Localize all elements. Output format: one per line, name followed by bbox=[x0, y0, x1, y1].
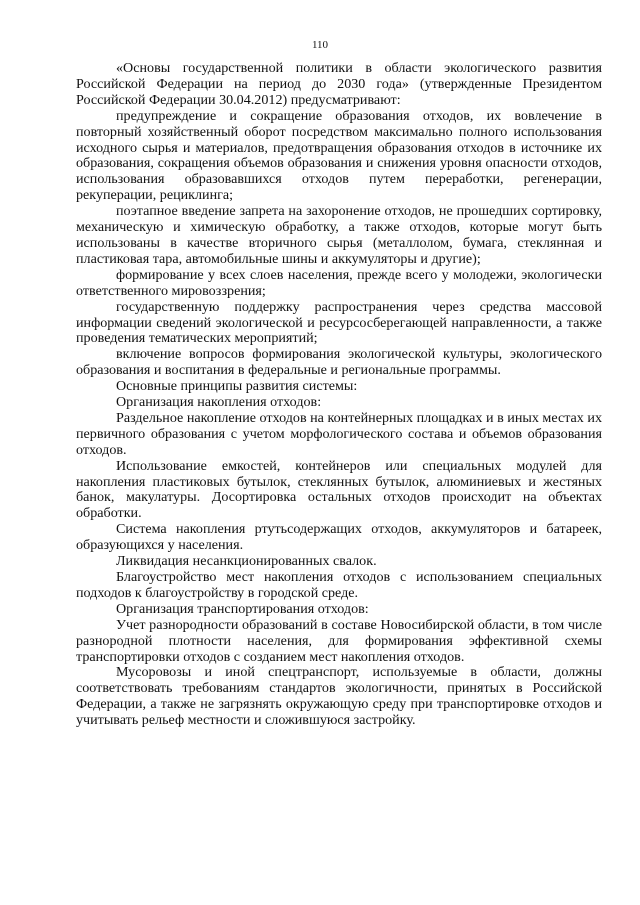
paragraph-waste-prevention: предупреждение и сокращение образования отходов, их вовлечение в повторный хозяйственный оборот посредством максимально полного использования исходного сырья и материалов, предотвращения образования отходов в источнике их образования, сокращения объемов образования и снижения уровня опасности отходов, использования образовавшихся отходов путем переработки, регенерации, рекуперации, рециклинга; bbox=[76, 107, 602, 204]
paragraph-accumulation-heading: Организация накопления отходов: bbox=[116, 394, 322, 411]
paragraph-principles-heading: Основные принципы развития системы: bbox=[116, 378, 358, 395]
paragraph-illegal-dumps: Ликвидация несанкционированных свалок. bbox=[116, 553, 377, 570]
paragraph-youth-awareness: формирование у всех слоев населения, прежде всего у молодежи, экологически ответственного мировоззрения; bbox=[76, 266, 602, 299]
paragraph-intro: «Основы государственной политики в области экологического развития Российской Федерации на период до 2030 года» (утвержденные Президентом Российской Федерации 30.04.2012) предусматривают: bbox=[76, 60, 602, 108]
paragraph-transport-scheme: Учет разнородности образований в составе Новосибирской области, в том числе разнородной плотности населения, для формирования эффективной схемы транспортировки отходов с созданием мест накопления отходов. bbox=[76, 616, 602, 665]
paragraph-mercury-waste: Система накопления ртутьсодержащих отходов, аккумуляторов и батареек, образующихся у населения. bbox=[76, 521, 602, 554]
paragraph-site-improvement: Благоустройство мест накопления отходов с использованием специальных подходов к благоустройству в городской среде. bbox=[76, 569, 602, 601]
paragraph-education-programs: включение вопросов формирования экологической культуры, экологического образования и воспитания в федеральные и региональные программы. bbox=[76, 346, 602, 379]
paragraph-garbage-trucks: Мусоровозы и иной спецтранспорт, используемые в области, должны соответствовать требованиям стандартов экологичности, принятых в Российской Федерации, а также не загрязнять окружающую среду при транспортировке отходов и учитывать рельеф местности и сложившуюся застройку. bbox=[76, 664, 602, 729]
paragraph-transport-heading: Организация транспортирования отходов: bbox=[116, 600, 369, 617]
paragraph-separate-accumulation: Раздельное накопление отходов на контейнерных площадках и в иных местах их первичного образования с учетом морфологического состава и объемов образования отходов. bbox=[76, 409, 602, 458]
paragraph-landfill-ban: поэтапное введение запрета на захоронение отходов, не прошедших сортировку, механическую и химическую обработку, а также отходов, которые могут быть использованы в качестве вторичного сырья (металлолом, бумага, стеклянная и пластиковая тара, автомобильные шины и аккумуляторы и другие); bbox=[76, 203, 602, 267]
paragraph-media-support: государственную поддержку распространения через средства массовой информации сведений экологической и ресурсосберегающей направленности, а также проведения тематических мероприятий; bbox=[76, 298, 602, 347]
paragraph-containers: Использование емкостей, контейнеров или специальных модулей для накопления пластиковых бутылок, стеклянных бутылок, алюминиевых и жестяных банок, макулатуры. Досортировка остальных отходов происходит на объектах обработки. bbox=[76, 457, 602, 522]
document-body bbox=[76, 61, 602, 729]
page-number: 110 bbox=[311, 39, 329, 51]
